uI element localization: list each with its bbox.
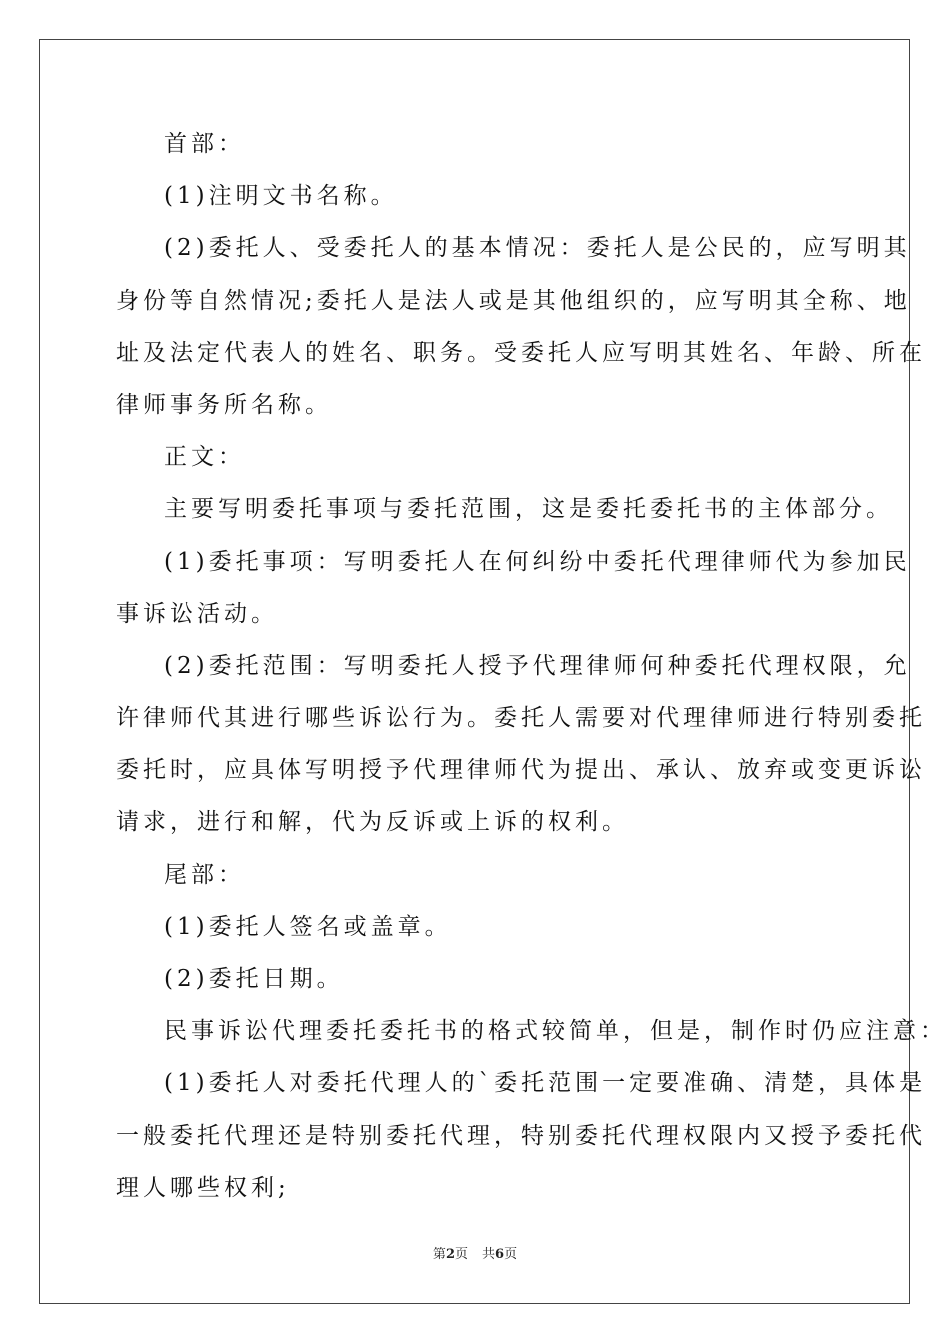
footer-page-prefix: 第 bbox=[432, 1247, 446, 1262]
text-line: 律师事务所名称。 bbox=[116, 391, 332, 418]
text-line: (1)委托事项：写明委托人在何纠纷中委托代理律师代为参加民 bbox=[164, 548, 911, 575]
text-line: 民事诉讼代理委托委托书的格式较简单，但是，制作时仍应注意： bbox=[164, 1018, 947, 1045]
text-line: 请求，进行和解，代为反诉或上诉的权利。 bbox=[116, 809, 629, 836]
footer-page-suffix: 页 bbox=[454, 1247, 468, 1262]
text-line: (2)委托人、受委托人的基本情况：委托人是公民的，应写明其 bbox=[164, 235, 911, 262]
page-footer bbox=[0, 1246, 950, 1264]
text-line: 身份等自然情况;委托人是法人或是其他组织的，应写明其全称、地 bbox=[116, 287, 911, 314]
footer-total-prefix: 共 bbox=[482, 1247, 496, 1262]
text-line: (2)委托范围：写明委托人授予代理律师何种委托代理权限，允 bbox=[164, 652, 911, 679]
text-line: 委托时，应具体写明授予代理律师代为提出、承认、放弃或变更诉讼 bbox=[116, 757, 926, 784]
text-line: 一般委托代理还是特别委托代理，特别委托代理权限内又授予委托代 bbox=[116, 1122, 926, 1149]
document-body bbox=[116, 131, 947, 1227]
footer-total-pages: 6 bbox=[495, 1247, 505, 1262]
text-line: 理人哪些权利; bbox=[116, 1174, 290, 1201]
footer-page-number: 2 bbox=[445, 1247, 455, 1262]
text-line: 许律师代其进行哪些诉讼行为。委托人需要对代理律师进行特别委托 bbox=[116, 705, 926, 732]
text-line: 尾部： bbox=[164, 861, 245, 888]
text-line: (1)委托人对委托代理人的`委托范围一定要准确、清楚，具体是 bbox=[164, 1070, 927, 1097]
footer-total-suffix: 页 bbox=[504, 1247, 518, 1262]
text-line: 首部： bbox=[164, 131, 245, 157]
text-line: (2)委托日期。 bbox=[164, 966, 344, 992]
text-line: (1)注明文书名称。 bbox=[164, 183, 398, 210]
text-line: 主要写明委托事项与委托范围，这是委托委托书的主体部分。 bbox=[164, 496, 893, 523]
text-line: 址及法定代表人的姓名、职务。受委托人应写明其姓名、年龄、所在 bbox=[116, 339, 926, 366]
text-line: 事诉讼活动。 bbox=[116, 600, 278, 627]
text-line: 正文： bbox=[164, 444, 245, 471]
text-line: (1)委托人签名或盖章。 bbox=[164, 913, 452, 940]
